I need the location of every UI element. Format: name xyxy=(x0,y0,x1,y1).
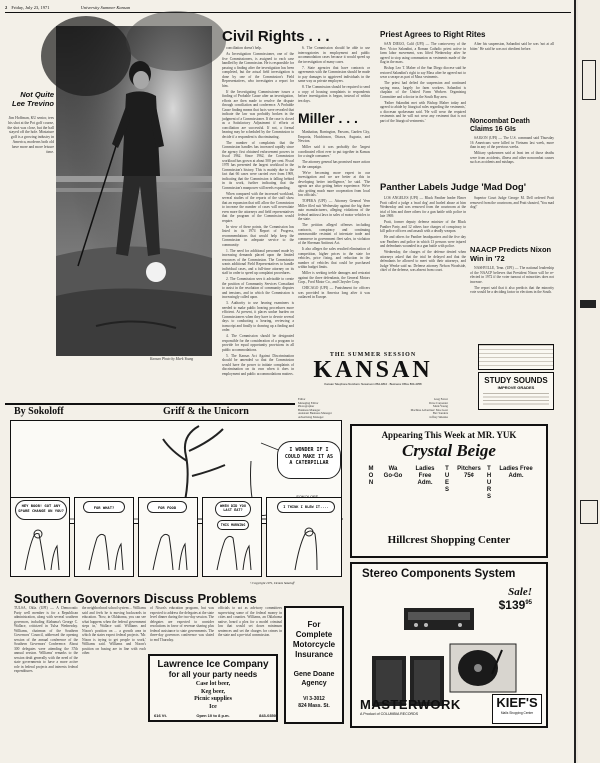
staff-role: Business Manager xyxy=(298,407,321,412)
strip-panel-3 xyxy=(138,497,198,577)
insurance-phone: VI 3-3012 xyxy=(303,696,325,702)
civil-rights-paragraph: 7. State agencies that have contracts or agreements with the Commission should be made to pay damages to aggrieved individuals in the same way as private employers. xyxy=(298,65,370,83)
civil-rights-paragraph: 4. The Commission should be designated responsible for the consideration of a program to provide for equal opportunity provisions in all public accommodations. xyxy=(222,334,294,352)
insurance-ad xyxy=(284,606,344,724)
insurance-line-3: Motorcycle xyxy=(292,640,336,649)
mr-yuk-location: Hillcrest Shopping Center xyxy=(387,534,511,546)
golf-photo xyxy=(56,26,212,356)
kansan-phones: Kansan Telephone Numbers: Newsroom 864-4810 · Business Office 864-4358 xyxy=(324,382,422,386)
civil-rights-paragraph: If the Investigating Commissioner issues a finding of Probable Cause after an investigation, efforts are then made to resolve the dispute through conciliation and conference. A Probable Cause finding means that facts were revealed that indicate the law was probably broken in the judgment of a Commissioner. If the case is closed as a Satisfactory Adjustment if efforts at conciliation are successful. If not, a formal hearing may be scheduled by the Commission to decide if a respondent is discriminating. xyxy=(222,89,294,139)
strip-panel-5 xyxy=(266,497,342,577)
strip-panel-4 xyxy=(202,497,262,577)
governors-headline: Southern Governors Discuss Problems xyxy=(14,591,257,606)
mr-yuk-appearing: Appearing This Week at MR. YUK xyxy=(381,430,517,440)
priest-paragraph: 'Father Salandini met with Bishop Maher today and agreed to abide by liturgical rules regarding the vestments,' a diocesan spokesman said. 'He will wear the required vestments and he will not wear any vestment that is not part of the liturgical vestments.' xyxy=(380,100,466,123)
miller-paragraph: CHICAGO (UPI) — Punishment for officers was provided in America long after it was outlawed in Europe. xyxy=(298,286,370,299)
insurance-address: 824 Mass. St. xyxy=(298,703,330,709)
panther-paragraph: He and others for Panther headquarters and the five day war Panthers and police in which 13 persons were injured and defendants wounded in a gun battle with police. xyxy=(380,235,466,248)
stereo-cents: 95 xyxy=(525,600,532,606)
stereo-sale: Sale! xyxy=(508,586,532,598)
miller-paragraph: Miller said it was probably the 'largest coordinated effort ever to put together in Kansas for a single consumer.' xyxy=(298,145,370,158)
ice-line-1: Case lot beer, xyxy=(195,681,231,687)
miller-paragraph: It also alleges the sales resulted elimination of competition, higher prices to the state for vehicles, price fixing, and reduction in the number of vehicles that could be purchased within budget limits. xyxy=(298,247,370,269)
adjacent-page-edge xyxy=(578,0,600,763)
civil-rights-paragraph: As Investigation Commissioner, one of the five Commissioners, is assigned to each case handled by the Commission. He is responsible for passing a finding after the investigation has been completed, but the actual field investigation is done by one of the Commission's Field Representatives, who investigates a report for him. xyxy=(222,52,294,88)
comic-strip xyxy=(10,497,342,579)
staff-role: Editor xyxy=(298,397,306,401)
kiefs-sub: Malls Shopping Center xyxy=(500,711,534,715)
strip-bubble-2: FOR WHAT? xyxy=(93,505,115,510)
miller-column-1 xyxy=(298,130,370,299)
mr-yuk-band: Crystal Beige xyxy=(402,441,496,460)
priest-story-right xyxy=(470,42,554,116)
stereo-brand: MASTERWORK xyxy=(360,697,461,712)
civil-rights-paragraph: In view of these points, the Commission has listed in its 1974 Report of Progress, recommendations that would help keep the Commission in adequate service to the community: xyxy=(222,224,294,247)
noncombat-headline: Noncombat Death Claims 16 GIs xyxy=(470,118,530,133)
ice-tag: for all your party needs xyxy=(168,670,258,679)
griff-heading: Griff & the Unicorn xyxy=(163,406,249,417)
page-date: Friday, July 23, 1971 xyxy=(11,5,50,10)
civil-rights-paragraph: 1. The need for additional personnel made by increasing demands placed upon the limited resources of the Commission. The Commission wants additional Field Representatives to handle individual cases, and a full-time attorney on its staff in order to speed up complaint procedures. xyxy=(222,248,294,275)
governors-col-4: officials to act as advisory committees supervising some of the federal money in cities and counties. Williams, an Oklahoma native, heard a plea for a model criminal law that would set down minimum sentences and set the charges for crimes in the state and a pre-trial commission. xyxy=(218,606,282,637)
miller-paragraph: 'We're becoming more expert in our investigation and we are better at this in developing better intelligence,' he said. 'The agents are also getting better experience. We're also getting much more cooperation from local law officials.' xyxy=(298,170,370,197)
staff-person: Mark Young xyxy=(432,404,448,409)
miller-paragraph: Miller is seeking treble damages and restraint against the three defendants, the General Motors Corp., Ford Motor Co., and Chrysler Corp. xyxy=(298,271,370,284)
stereo-title: Stereo Components System xyxy=(362,568,516,580)
stereo-price: $139 xyxy=(498,598,526,612)
ice-address: 616 Vt. xyxy=(154,713,167,718)
panther-paragraph: Pratt, former deputy defense minister of the Black Panther Party, and 12 others face charges of conspiracy to kill police officers and assault with a deadly weapon. xyxy=(380,220,466,233)
schedule-wa: Wa xyxy=(388,466,398,472)
insurance-line-1: For xyxy=(307,620,321,629)
staff-role: Photographer xyxy=(298,404,315,409)
miller-headline: Miller . . . xyxy=(298,110,358,126)
ice-hours: Open 10 to 8 p.m. xyxy=(196,713,230,718)
schedule-pitchers: Pitchers 75¢ xyxy=(457,466,481,479)
caterpillar-speech-bubble xyxy=(277,441,341,479)
caterpillar-bubble-text: I WONDER IF I COULD MAKE IT AS A CATERPILLAR xyxy=(284,447,334,466)
insurance-agency-1: Gene Doane xyxy=(293,671,335,678)
panther-paragraph: Wednesday, the charges of the defense denied when attorneys asked that the trial be delayed and that the defendants be allowed to meet with their attorneys, and Judge Wenke said no. Defense attorney Nelson Woodside, chief of the defense, was absent from court. xyxy=(380,250,466,272)
ice-line-3: Picnic supplies xyxy=(194,696,232,702)
schedule-ladies-mon: Ladies Free Adm. xyxy=(415,466,435,486)
staff-person: Jeffrey Sklenka xyxy=(429,414,448,419)
naacp-headline: NAACP Predicts Nixon Win in '72 xyxy=(470,245,552,263)
kansan-masthead-box xyxy=(298,352,448,397)
panther-headline: Panther Labels Judge 'Mad Dog' xyxy=(380,182,526,193)
strip-bubble-6: I THINK I BLEW IT.... xyxy=(283,505,329,509)
photo-cutline: Jim Hoffman, KU senior, tees his shot at the Pot golf course, the shot was close, but the ball stayed off the hole. Miniature golf is a growing industry in America, moderns both old have more and more leisure time. xyxy=(7,116,54,154)
noncombat-paragraph: SAIGON (UPI) — The U.S. command said Thursday 16 Americans were killed in Vietnam last week, more than in any of the previous weeks. xyxy=(470,136,554,149)
page-number: 2 xyxy=(5,5,8,10)
strip-bubble-1: HEY BOOB! GOT ANY SPARE CHANGE ON YOU? xyxy=(18,503,64,513)
schedule-gogo: Go-Go xyxy=(383,473,403,479)
ice-line-4: Ice xyxy=(209,703,217,710)
strip-bubble-3: FOR FOOD xyxy=(157,505,177,510)
priest-headline: Priest Agrees to Right Rites xyxy=(380,30,486,39)
insurance-line-4: Insurance xyxy=(295,650,333,659)
civil-rights-column-2 xyxy=(298,46,370,106)
kansan-session: THE SUMMER SESSION xyxy=(329,352,417,358)
staff-person: Bev Sanders xyxy=(432,411,448,416)
schedule-tues: T U E S xyxy=(444,466,450,493)
governors-col-2: the neighborhood school system ... Williams said and feels he is moving backwards in education. 'Now, in Oklahoma, you can see what happens when the federal government steps in,' Wallace said. Williams and Nixon's position on ... a growth area in which the states expect federal projects. 'Mr. Nixon is trying to get people to work,' Williams said. Williams and Nixon's position on busing are in line with each other. xyxy=(82,606,146,655)
staff-person: Greg Ferrer xyxy=(433,397,448,401)
miller-paragraph: The petition alleged offenses including contracts, conspiracy and continuing unreasonable restraint of interstate trade and commerce in government fleet sales, in violation of the Sherman Antitrust Act. xyxy=(298,223,370,245)
civil-rights-headline: Civil Rights . . . xyxy=(222,28,330,45)
governors-col-3: of Nixon's education program, but was expected to address the delegates at the state level dinner during the two-day session. The delegates are expected to consider resolutions in favor of revenue sharing plus federal assistance to state governments. The three-day governors conference was slated to end Thursday. xyxy=(150,606,214,642)
staff-role: Advertising Manager xyxy=(298,414,324,419)
insurance-agency-2: Agency xyxy=(301,680,327,687)
civil-rights-paragraph: 5. The Kansas Act Against Discrimination should be amended so that the Commission would have the power to initiate complaints of discrimination on its own when it does in employment and public accommodations matters. xyxy=(222,353,294,376)
priest-paragraph: SAN DIEGO, Calif (UPI) — The controversy of the Rev. Victor Salandini, a Roman Catholic priest active in farm labor movement, was lifted Wednesday after he agreed to stop using communion as vestments made of the flag in the mass. xyxy=(380,42,466,64)
civil-rights-paragraph: 8. The Commission should be required to send a copy of housing complaints to respondents before investigation is begun, instead of within ten days. xyxy=(298,85,370,103)
miller-paragraph: The attorney general has promised more action in the campaign. xyxy=(298,160,370,169)
panther-story-left xyxy=(380,196,466,346)
strip-panel-2 xyxy=(74,497,134,577)
civil-rights-paragraph: 6. The Commission should be able to use interrogatories in employment and public accommodation cases because it would speed up the investigation of many cases. xyxy=(298,46,370,64)
civil-rights-paragraph: 3. Authority to use hearing examiners is needed to make public hearing procedures more efficient. At present, it places undue burden on Commissioners when they have to devote several days to conducting a hearing, reviewing a transcript and finally to drawing up a finding and order. xyxy=(222,301,294,332)
priest-story-left xyxy=(380,42,466,172)
strip-panel-1 xyxy=(10,497,70,577)
stereo-brand-sub: A Product of COLUMBIA RECORDS xyxy=(360,712,419,716)
civil-rights-paragraph: 2. The Commission sees it advisable to create the position of Community Services Consultant to assist in the resolution of community disputes and tensions, and in which the Commission is increasingly called upon. xyxy=(222,277,294,299)
ice-phone: 843-0350 xyxy=(259,713,276,718)
schedule-mon: M O N xyxy=(368,466,374,486)
paper-name: University Summer Kansan xyxy=(80,5,131,10)
panther-paragraph: LOS ANGELES (UPI) — Black Panther leader Elmer Pratt called a judge a 'mad dog' and hurled abuse at him Wednesday and was removed from the courtroom at the trial of him and three others for a gun battle with police in late 1969. xyxy=(380,196,466,218)
lawrence-ice-ad xyxy=(148,654,278,722)
schedule-thurs: T H U R S xyxy=(486,466,492,500)
noncombat-paragraph: Military spokesmen said at least ten of those deaths were from accidents, illness and other noncombat causes such as accidents and mishaps. xyxy=(470,151,554,164)
civil-rights-paragraph: The number of complaints that the Commission handles has increased rapidly since the agency first obtained enforcement powers in fiscal 1962. Since 1962, the Commission workload has grown at about 500 per cent. Fiscal 1970 has presented the largest workload in the Commission's history. This is mainly due to the fact that 66 cases were carried over from 1969, indicating that the Commission is falling behind in its work, further indicating that the Commission's manpower still needs expanding. xyxy=(222,140,294,190)
naacp-story xyxy=(470,266,554,340)
noncombat-story xyxy=(470,136,554,176)
study-sounds-ad xyxy=(478,372,554,410)
study-sounds-sub: IMPROVE GRADES xyxy=(497,385,535,390)
strip-bubble-4: WHEN DID YOU LAST EAT? xyxy=(220,504,246,513)
ice-line-2: Keg beer, xyxy=(200,688,226,695)
panther-story-right xyxy=(470,196,554,242)
civil-rights-paragraph: When compared with the increased workload, several studies of the reports of the staff show that an expansion that will allow the Commission to increase the number of cases will necessitate even more the attorneys and field representatives that the program of the Commission would require. xyxy=(222,191,294,223)
staff-person: Dave Carpenter xyxy=(429,400,448,405)
schedule-ladies-thurs: Ladies Free Adm. xyxy=(499,466,533,479)
naacp-paragraph: The report said that it also predicts that the minority vote would be a deciding factor in elections in the South. xyxy=(470,285,554,294)
mr-yuk-ad xyxy=(350,424,548,558)
governors-col-1: TULSA, Okla. (UPI) — A Democratic Party well member is for a Republican administration, along with several southern governors, including Alabama's George C. Wallace, criticized in Tulsa Wednesday. Williams, chairman of the Southern Governors' Council, addressed the opening session of the annual conference of the Southern Governors' Conference. About 300 delegates were attending the 37th annual session. Williams' remarks to the session dealt generally with the need of the state governments to have a more active role in federal projects and interests federal expenditures. xyxy=(14,606,78,673)
naacp-paragraph: NASHVILLE, Tenn. (UPI) — The national leadership of the NAACP believes that President Nixon will be re-elected in 1972 if the voter turnout of minorities does not increase. xyxy=(470,266,554,284)
staff-role: Managing Editor xyxy=(298,400,319,405)
kiefs-logo xyxy=(492,694,542,724)
strip-bubble-5: THIS MORNING xyxy=(220,523,246,527)
miller-paragraph: TOPEKA (UPI) — Attorney General Vern Miller filed suit Wednesday against the big three auto manufacturers, alleging violations of the federal antitrust laws in sales of motor vehicles to the state. xyxy=(298,199,370,221)
kansan-staff-box xyxy=(298,398,448,418)
small-ad-box xyxy=(478,344,554,370)
staff-person: Machine Advertiser: Moe Gear xyxy=(410,407,448,412)
ice-name: Lawrence Ice Company xyxy=(157,659,269,670)
mr-yuk-schedule xyxy=(366,466,536,528)
miller-paragraph: Manhattan, Barrington, Parsons, Garden City, Emporia, Hutchinson, Ottawa, Augusta, and Newton. xyxy=(298,130,370,143)
photo-headline: Not Quite Lee Trevino xyxy=(12,90,54,108)
comic-copyright: ©Copyright 1971, Dennis Sokoloff xyxy=(250,581,295,585)
study-sounds-title: STUDY SOUNDS xyxy=(484,376,548,385)
sokoloff-heading: By Sokoloff xyxy=(14,406,64,417)
photo-sidebar xyxy=(6,90,54,154)
stereo-ad xyxy=(350,562,548,728)
civil-rights-column-1 xyxy=(222,46,294,402)
kiefs-name: KIEF'S xyxy=(496,695,538,710)
panther-paragraph: Superior Court Judge George M. Dell ordered Pratt removed from the courtroom, and Pratt shouted, 'You mad dog!' xyxy=(470,196,554,209)
priest-paragraph: Bishop Leo T. Maher of the San Diego diocese said he restored Salandini's right to say Mass after he agreed not to wear a serape as part of Mass vestments. xyxy=(380,66,466,79)
insurance-line-2: Complete xyxy=(295,630,333,639)
priest-paragraph: After his suspension, Salandini said he was 'not at all bitter.' He said he was not obedient before. xyxy=(470,42,554,51)
priest-paragraph: The priest had defied the suspension and continued saying mass, largely for farm workers. Salandini is chaplain of the United Farm Workers Organizing Committee and a doctor in the South Bay area. xyxy=(380,81,466,99)
photo-credit: Kansan Photo by Mark Young xyxy=(150,357,194,361)
civil-rights-paragraph: conciliation doesn't help. xyxy=(226,46,262,50)
staff-role: Assistant Business Manager xyxy=(298,411,332,416)
kansan-name: KANSAN xyxy=(313,357,433,383)
